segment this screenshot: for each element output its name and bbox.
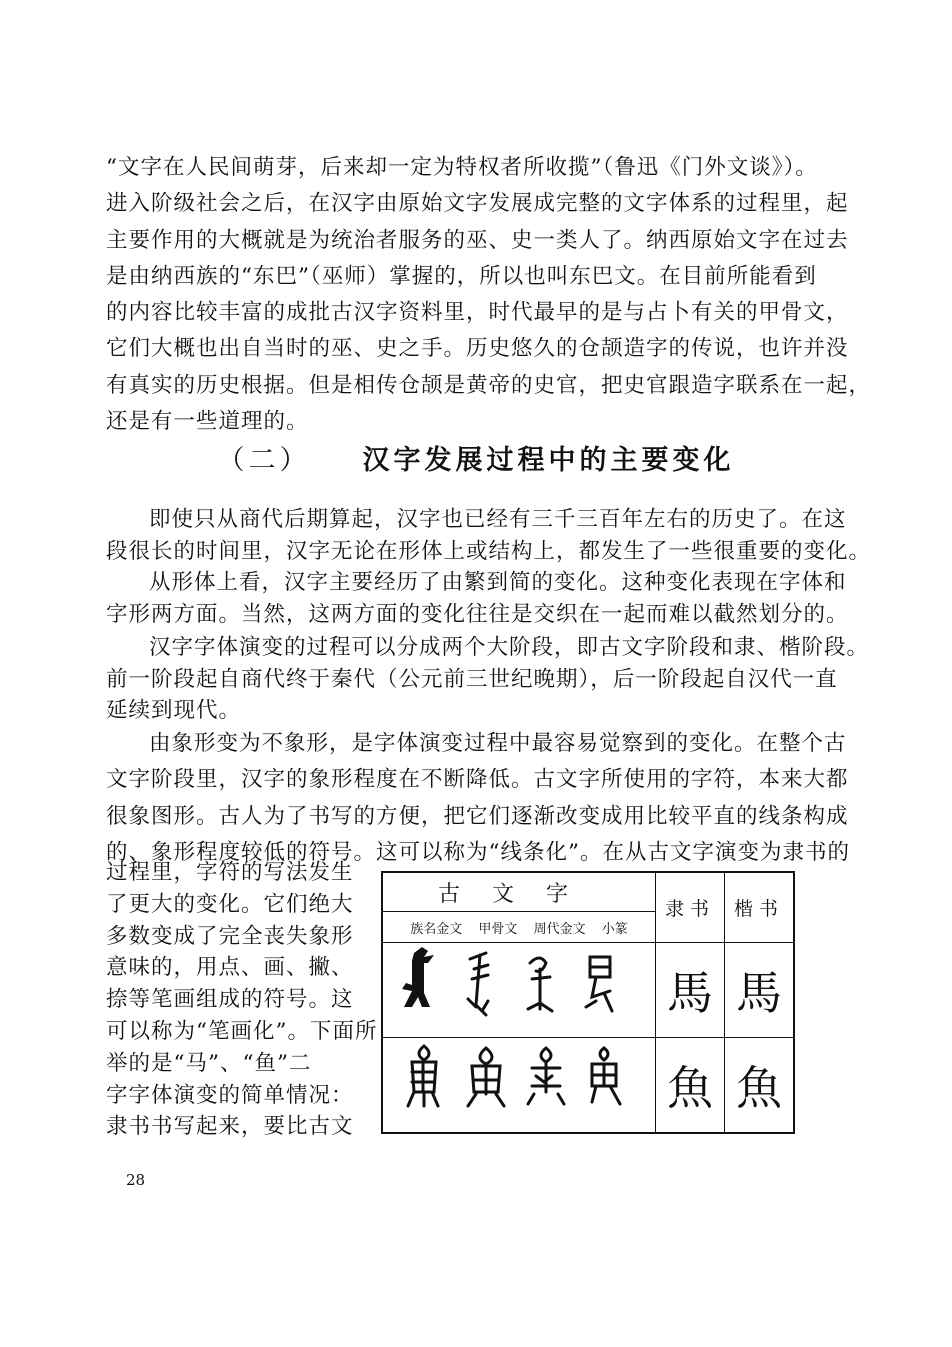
fish-lishu: 魚: [656, 1038, 725, 1134]
text-line: 主要作用的大概就是为统治者服务的巫、史一类人了。纳西原始文字在过去: [106, 227, 849, 253]
section-heading: [0, 438, 952, 477]
text-line: 进入阶级社会之后，在汉字由原始文字发展成完整的文字体系的过程里，起: [106, 191, 849, 217]
section-number: （二）: [217, 445, 311, 476]
subheader-clan-bronze: 族名金文: [410, 921, 463, 937]
text-line: 过程里，字符的写法发生: [106, 860, 354, 885]
text-line: 多数变成了完全丧失象形: [106, 923, 354, 949]
text-line: 了更大的变化。它们绝大: [106, 891, 354, 917]
paragraph-1: [106, 150, 872, 440]
kaishu-header: 楷书: [725, 872, 795, 943]
section-title: 汉字发展过程中的主要变化: [362, 445, 735, 476]
side-text: [106, 857, 378, 1143]
text-line: 段很长的时间里，汉字无论在形体上或结构上，都发生了一些很重要的变化。: [106, 538, 872, 564]
text-line: 汉字字体演变的过程可以分成两个大阶段，即古文字阶段和隶、楷阶段。: [149, 635, 870, 660]
text-line: 由象形变为不象形，是字体演变过程中最容易觉察到的变化。在整个古: [149, 731, 847, 756]
paragraph-5: [106, 726, 850, 871]
subheader-small-seal: 小篆: [601, 921, 628, 937]
subheader-oracle-bone: 甲骨文: [478, 921, 518, 937]
text-line: 字字体演变的简单情况：: [106, 1082, 354, 1108]
paragraph-4: [106, 632, 870, 727]
text-line: 从形体上看，汉字主要经历了由繁到简的变化。这种变化表现在字体和: [149, 570, 847, 595]
text-line: 前一阶段起自商代终于秦代（公元前三世纪晚期），后一阶段起自汉代一直: [106, 666, 838, 692]
text-line: 还是有一些道理的。: [106, 409, 309, 435]
text-line: 很象图形。古人为了书写的方便，把它们逐渐改变成用比较平直的线条构成: [106, 803, 849, 829]
text-line: 的内容比较丰富的成批古汉字资料里，时代最早的是与占卜有关的甲骨文，: [106, 300, 849, 326]
ancient-script-header: 古文字: [382, 872, 656, 912]
fish-ancient-forms: [382, 1038, 656, 1134]
text-line: 的、象形程度较低的符号。这可以称为“线条化”。在从古文字演变为隶书的: [106, 839, 850, 865]
text-line: 可以称为“笔画化”。下面所: [106, 1018, 378, 1044]
text-line: 即使只从商代后期算起，汉字也已经有三千三百年左右的历史了。在这: [149, 507, 847, 532]
text-line: 意味的，用点、画、撇、: [106, 955, 354, 981]
fish-glyph-images: [390, 1038, 648, 1122]
ancient-script-subheaders: [382, 912, 656, 943]
paragraph-2: [106, 504, 872, 630]
text-line: 是由纳西族的“东巴”（巫师）掌握的，所以也叫东巴文。在目前所能看到: [106, 263, 817, 289]
subheader-zhou-bronze: 周代金文: [533, 921, 586, 937]
text-line: 举的是“马”、“鱼”二: [106, 1050, 312, 1076]
fish-kaishu: 魚: [725, 1038, 795, 1134]
text-line: 字形两方面。当然，这两方面的变化往往是交织在一起而难以截然划分的。: [106, 601, 849, 627]
text-line: 隶书书写起来，要比古文: [106, 1114, 354, 1140]
text-line: 捺等笔画组成的符号。这: [106, 987, 354, 1013]
text-line: 它们大概也出自当时的巫、史之手。历史悠久的仓颉造字的传说，也许并没: [106, 336, 849, 362]
text-line: 有真实的历史根据。但是相传仓颉是黄帝的史官，把史官跟造字联系在一起，: [106, 372, 872, 398]
text-line: 文字阶段里，汉字的象形程度在不断降低。古文字所使用的字符，本来大都: [106, 767, 849, 793]
lishu-header: 隶书: [656, 872, 725, 943]
page-number: 28: [126, 1171, 146, 1189]
text-line: “文字在人民间萌芽，后来却一定为特权者所收揽”（鲁迅《门外文谈》）。: [106, 155, 818, 180]
horse-glyph-images: [390, 943, 648, 1027]
horse-kaishu: 馬: [725, 943, 795, 1038]
script-evolution-table: [381, 871, 795, 1134]
horse-lishu: 馬: [656, 943, 725, 1038]
text-line: 延续到现代。: [106, 698, 242, 723]
horse-ancient-forms: [382, 943, 656, 1038]
